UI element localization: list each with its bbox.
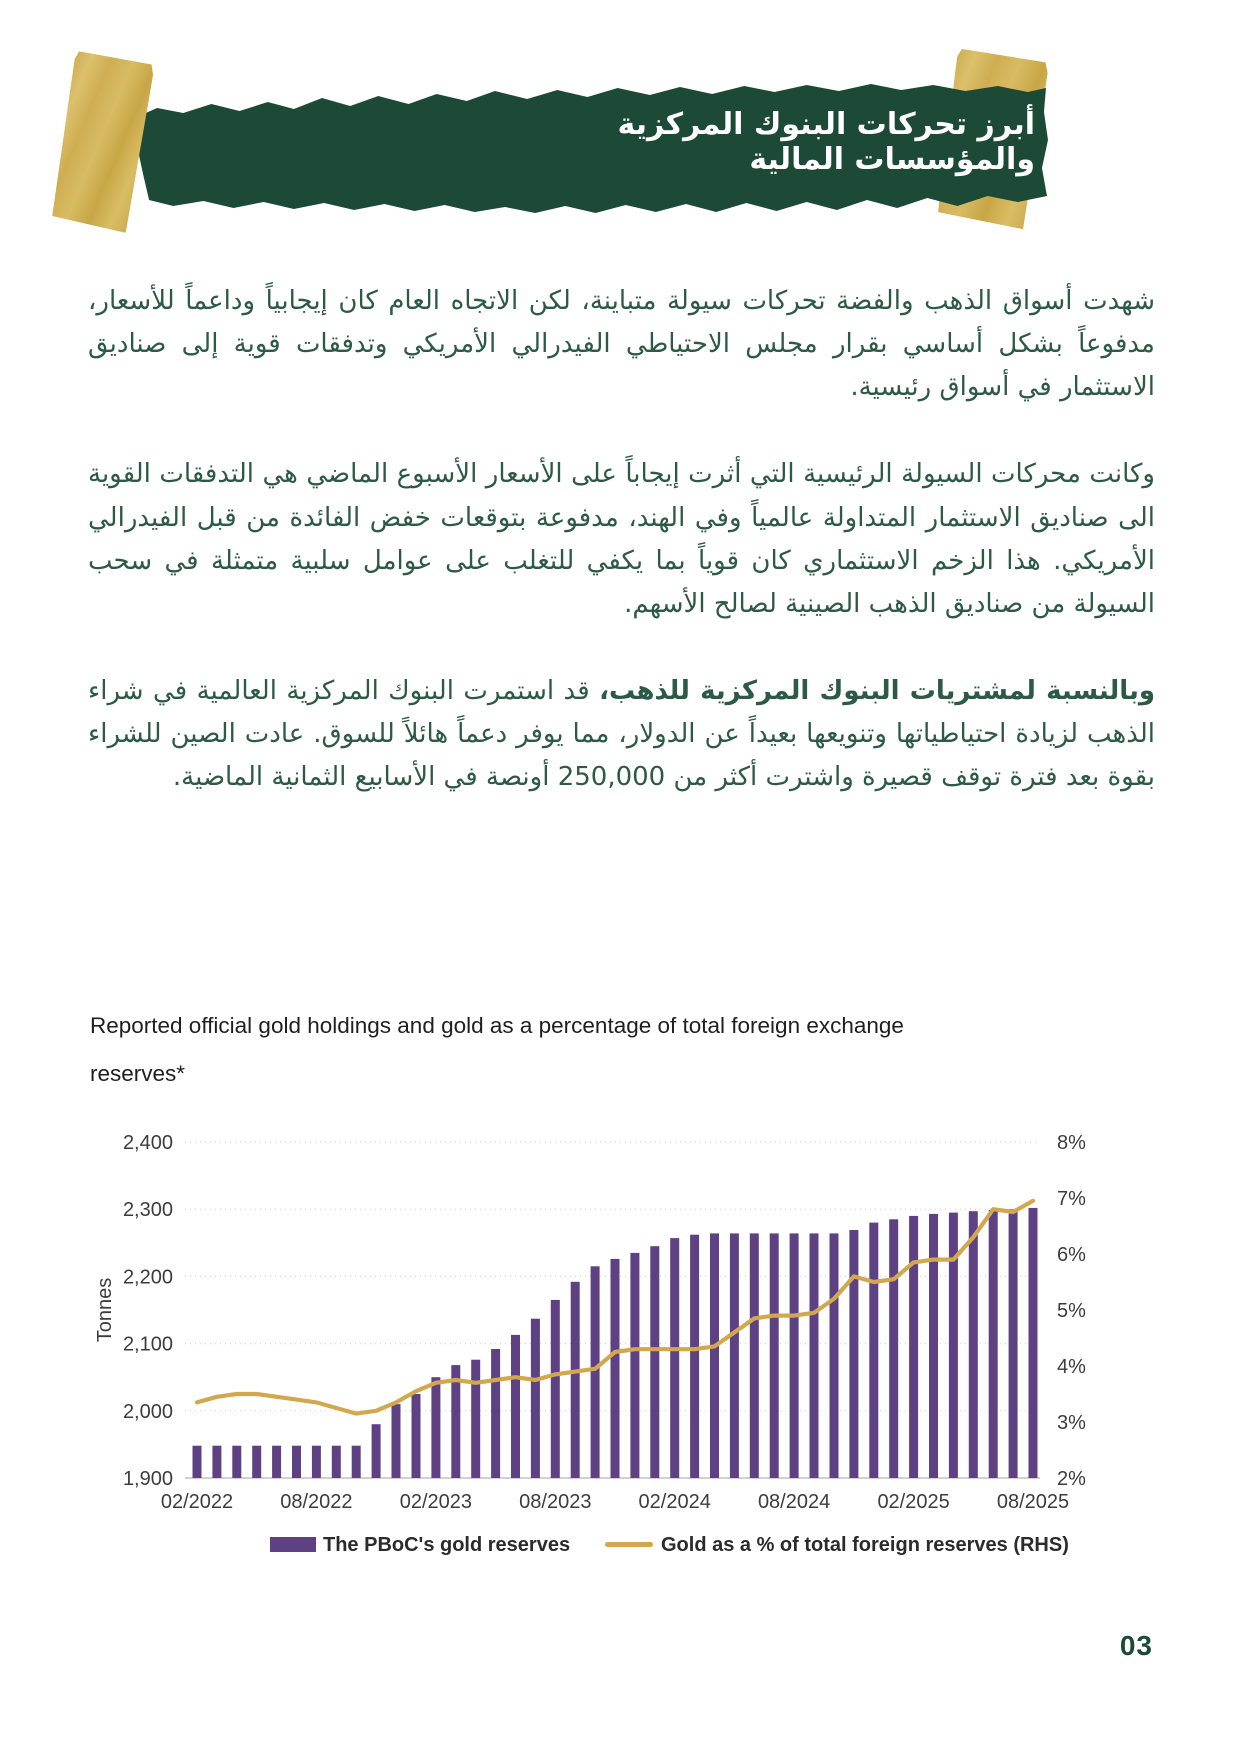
bar — [730, 1233, 739, 1478]
bar — [252, 1446, 261, 1478]
bar — [212, 1446, 221, 1478]
x-axis-tick: 08/2024 — [757, 1491, 831, 1513]
bar — [1009, 1209, 1018, 1478]
x-axis-tick: 02/2024 — [638, 1491, 711, 1513]
bar — [969, 1211, 978, 1478]
bar — [830, 1233, 839, 1478]
right-axis-tick: 4% — [1057, 1356, 1086, 1378]
bar — [750, 1233, 759, 1478]
article-body — [88, 280, 1155, 844]
left-axis-tick: 1,900 — [122, 1468, 173, 1490]
left-axis-tick: 2,000 — [122, 1400, 173, 1423]
bar — [869, 1223, 878, 1478]
bar — [431, 1377, 440, 1478]
bar — [471, 1360, 480, 1478]
bar — [790, 1233, 799, 1478]
page-title: أبرز تحركات البنوك المركزية والمؤسسات المالية — [617, 107, 1035, 177]
bar — [491, 1349, 500, 1478]
header-banner — [60, 52, 1060, 232]
bar — [392, 1404, 401, 1478]
bar — [849, 1230, 858, 1478]
legend-label-bars: The PBoC's gold reserves — [323, 1534, 571, 1556]
bar — [810, 1233, 819, 1478]
bar — [591, 1266, 600, 1478]
paragraph-3 — [88, 670, 1155, 799]
bar — [690, 1235, 699, 1478]
x-axis-tick: 02/2025 — [877, 1491, 950, 1513]
right-axis-tick: 2% — [1057, 1468, 1086, 1490]
right-axis-tick: 5% — [1057, 1300, 1086, 1322]
bar — [232, 1446, 241, 1478]
bar — [909, 1216, 918, 1478]
bar — [272, 1446, 281, 1478]
right-axis-tick: 7% — [1057, 1188, 1086, 1210]
legend-swatch-line — [605, 1542, 653, 1547]
bar — [312, 1446, 321, 1478]
bar — [670, 1238, 679, 1478]
paragraph-3-lead-bold: وبالنسبة لمشتريات البنوك المركزية للذهب، — [599, 676, 1155, 707]
paragraph-3-rest: قد استمرت البنوك المركزية العالمية في شراء الذهب لزيادة احتياطياتها وتنويعها بعيداً عن الدولار، مما يوفر دعماً هائلاً للسوق. عادت الصين للشراء بقوة بعد فترة توقف قصيرة واشترت أكثر من 250,000 أونصة في الأسابيع الثمانية الماضية. — [88, 676, 1155, 793]
gold-chart — [85, 1090, 1160, 1579]
right-axis-tick: 3% — [1057, 1412, 1086, 1434]
bar — [710, 1233, 719, 1478]
paragraph-1: شهدت أسواق الذهب والفضة تحركات سيولة متباينة، لكن الاتجاه العام كان إيجابياً وداعماً للأسعار، مدفوعاً بشكل أساسي بقرار مجلس الاحتياطي الفيدرالي الأمريكي وتدفقات قوية إلى صناديق الاستثمار في أسواق رئيسية. — [88, 286, 1155, 403]
left-axis-tick: 2,100 — [122, 1333, 173, 1356]
x-axis-tick: 08/2023 — [519, 1491, 592, 1513]
left-axis-tick: 2,400 — [122, 1132, 173, 1154]
x-axis-tick: 08/2022 — [280, 1491, 353, 1513]
bar — [770, 1233, 779, 1478]
right-axis-tick: 6% — [1057, 1244, 1086, 1266]
left-axis-tick: 2,200 — [122, 1266, 173, 1289]
bar — [511, 1335, 520, 1478]
bar — [412, 1394, 421, 1478]
bar — [332, 1446, 341, 1478]
bar — [571, 1282, 580, 1478]
bar — [650, 1246, 659, 1478]
bar — [372, 1424, 381, 1478]
bar — [551, 1300, 560, 1478]
bar — [193, 1446, 202, 1478]
legend-swatch-bars — [270, 1537, 316, 1552]
bar — [292, 1446, 301, 1478]
paragraph-2: وكانت محركات السيولة الرئيسية التي أثرت إيجاباً على الأسعار الأسبوع الماضي هي التدفقات القوية الى صناديق الاستثمار المتداولة عالمياً وفي الهند، مدفوعة بتوقعات خفض الفائدة من قبل الفيدرالي الأمريكي. هذا الزخم الاستثماري كان قوياً بما يكفي للتغلب على عوامل سلبية متمثلة في سحب السيولة من صناديق الذهب الصينية لصالح الأسهم. — [88, 459, 1155, 619]
chart-title: Reported official gold holdings and gold as a percentage of total foreign exchange reserves* — [90, 1013, 904, 1087]
bar — [630, 1253, 639, 1478]
bar — [989, 1210, 998, 1478]
bar — [352, 1446, 361, 1478]
bar — [929, 1214, 938, 1478]
legend-label-line: Gold as a % of total foreign reserves (RHS) — [661, 1534, 1069, 1556]
bar — [1029, 1208, 1038, 1478]
right-axis-tick: 8% — [1057, 1132, 1086, 1154]
x-axis-tick: 08/2025 — [996, 1491, 1070, 1513]
bar — [531, 1319, 540, 1478]
x-axis-tick: 02/2023 — [399, 1491, 473, 1513]
bar — [949, 1213, 958, 1478]
gold-chart-svg — [85, 1090, 1160, 1575]
left-axis-tick: 2,300 — [122, 1199, 173, 1222]
page-number: 03 — [1119, 1630, 1153, 1661]
bar — [611, 1259, 620, 1478]
bar — [889, 1219, 898, 1478]
left-axis-title: Tonnes — [94, 1277, 116, 1343]
x-axis-tick: 02/2022 — [160, 1491, 234, 1513]
